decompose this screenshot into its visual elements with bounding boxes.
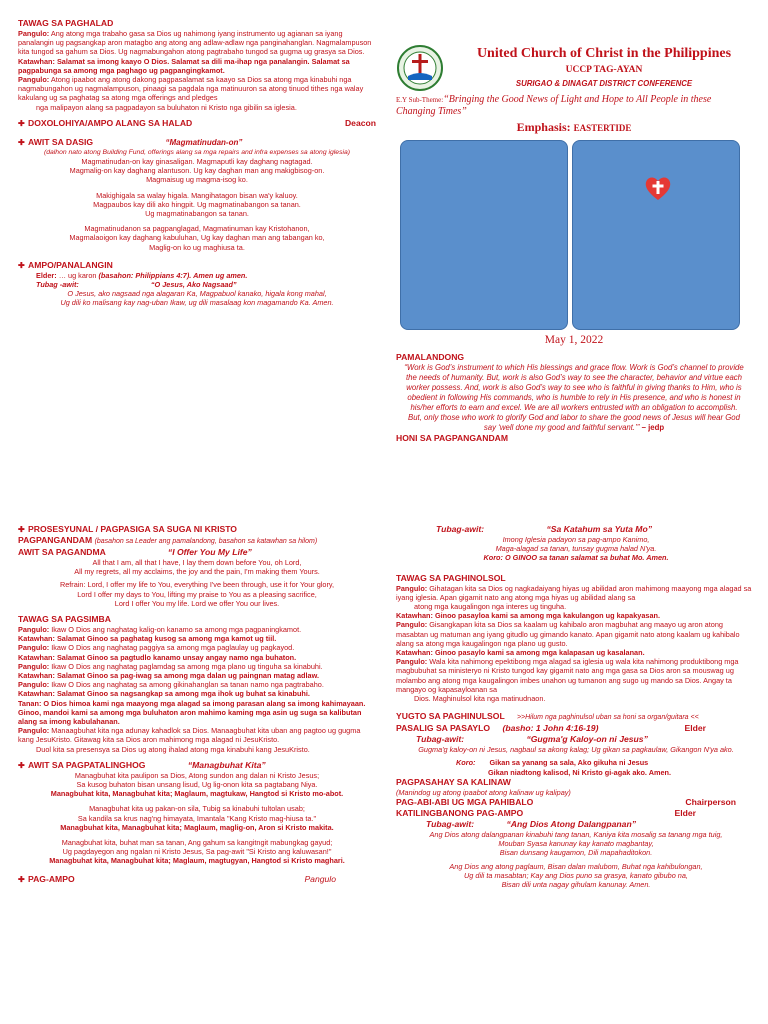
role-label: Chairperson <box>685 797 736 808</box>
quote-text: “Work is God’s instrument to which His blessings and grace flow. Work is God’s channel to provide the needs of humanity. But, work is also God’s way to see the character, behavior and virtue each worker possess. And, work is also God’s way to see who is faithful in giving thanks to Him, who is obedient in following His commands, who is humble to rely in His presence, and who is honest in his/her efforts to earn and excel. We are all workers entrusted with an obligation to accomplish. But, only those who work to glorify God and labor to share the good news of Jesus will hear God say ‘well done my good and faithful servant.’” <box>404 363 744 432</box>
verse-line: Ang Dios ang atong paglaum, Bisan dalan malubom, Buhat nga kahibulongan, <box>449 861 703 871</box>
speaker-label: Pangulo: <box>18 726 50 736</box>
leader-text: Ikaw O Dios ang naghatag sa among gikinahanglan sa tanan namo nga pagtrabaho. <box>51 680 324 690</box>
koro-line: Gikan sa yanang sa sala, Ako gikuha ni Jesus <box>489 758 649 768</box>
heading-katilingban: KATILINGBANONG PAG-AMPO <box>396 808 524 819</box>
katilingban-row <box>396 808 756 819</box>
reading-line <box>18 680 376 689</box>
speaker-label: Pangulo: <box>396 657 428 667</box>
emphasis-value: EASTERTIDE <box>573 123 632 133</box>
heading-kalinaw: PAGPASAHAY SA KALINAW <box>396 776 511 787</box>
church-name: United Church of Christ in the Philippines <box>476 46 732 61</box>
leader-text: Ang atong mga trabaho gasa sa Dios ug nahimong iyang instrumento ug agianan sa iyang panalangin ug pagsangkap aron matagbo ang atong ang adlaw-adlaw nga panginahanglan. Nagmalampuson kita tungod sa gahum sa Dios. Ug nagmabungahon atong pagtrabaho tungod sa gugma ug grasya sa Dios. <box>18 29 372 57</box>
leader-text-cont: nga malipayon alang sa pagpadayon sa buluhaton ni Kristo nga gibilin sa iglesia. <box>36 102 297 112</box>
heart-cross-icon <box>642 172 674 204</box>
tubag-label: Tubag-awit: <box>436 524 485 534</box>
cover-section <box>396 36 752 496</box>
verse-line: Maglig-on ko ug maghiusa ta. <box>149 242 245 252</box>
hymn-title: “Managbuhat Kita” <box>187 759 266 770</box>
cross-icon: ✚ <box>18 260 25 270</box>
verse-line: Lord I offer my days to You, lifting my praise to You as a pleasing sacrifice, <box>77 589 317 599</box>
hymn-note: (dalhon nato atong Building Fund, offerings alang sa mga repairs and infra expenses sa atong iglesia) <box>43 148 351 156</box>
quote-author: – jedp <box>641 423 665 432</box>
verse-line: Mouban Syasa kanunay kay kanato magbantay, <box>498 839 654 849</box>
tubag-verse-2 <box>396 862 756 890</box>
verse-line: Magmalaoigon kay daghang kabuluhan, Ug kay daghan man ang tabangan ko, <box>69 233 325 243</box>
role-label: Pangulo <box>304 873 336 884</box>
leader-text: Wala kita nahimong epektibong mga alagad sa iglesia ug wala kita nahimong produktibong mga magbubuhat sa ministeryo ni Kristo tungod kay gigamit nato ang mga gasa sa Dios aron sa mouswag ug molambo ang atong mga kaugalingon imbes unahon ug tumanon ang sugo ug mando sa Dios. Angay ta mangayo og kapasayloanan sa <box>396 657 739 694</box>
pamalandong-section <box>396 352 752 444</box>
hymn-verse-3 <box>18 224 376 252</box>
cover-image-left <box>400 140 568 330</box>
confession-section <box>396 524 756 1010</box>
tubag-verse-1 <box>396 830 756 858</box>
koro-line: Koro: O GINOO sa tanan salamat sa buhat Mo. Amen. <box>483 553 669 563</box>
reading-line <box>18 625 376 634</box>
verse-line: Ug dili ta masabtan; Kay ang Dios puno sa grasya, kanato gibubo na, <box>464 870 688 880</box>
tubag-verse: Gugma'g kaloy-on ni Jesus, nagbaul sa akong kalag; Ug gikan sa pagkaulaw, Gikangon N'ya ako. <box>418 745 734 755</box>
tubag-label: Tubag-awit: <box>426 819 475 830</box>
speaker-label: Pangulo: <box>396 620 428 630</box>
leader-text: Ikaw O Dios ang naghatag kalig-on kanamo sa among mga pagpaningkamot. <box>51 625 302 635</box>
hymn-verse-2 <box>18 191 376 219</box>
verse-line: Ug dili ko malisang kay nag-uban Ikaw, ug dili masalaag kon magamando Ka. Amen. <box>60 298 334 308</box>
emphasis-label: Emphasis: <box>516 120 571 134</box>
verse-line: Magmaisug ug magma-isog ko. <box>146 175 248 185</box>
verse-line: Maga-alagad sa tanan, tunsay gugma halad N'ya. <box>495 544 657 554</box>
cross-icon: ✚ <box>18 118 25 128</box>
response-text: Salamat Ginoo sa pag-iwag sa among mga dalan ug paingnan matag adlaw. <box>56 671 320 681</box>
verse-line: Imong Iglesia padayon sa pag-ampo Kanimo, <box>502 535 650 544</box>
tubag-title: “Gugma'g Kaloy-on ni Jesus” <box>526 734 648 745</box>
speaker-label: Tanan: <box>18 698 42 708</box>
heading-abiabi: PAG-ABI-ABI UG MGA PAHIBALO <box>396 797 534 808</box>
leader-text: Atong ipaabot ang atong dakong pagpasalamat sa kaayo sa Dios sa atong mga kinabuhi nga nagmabungahon ug nagmalampuson, pinaagi sa pagdala nga matinuuron sa atong tinuod tithes nga walay kakulang ug sa paghatag sa atong mga offerings and pledges <box>18 75 364 103</box>
tubag-verse <box>18 289 376 307</box>
service-date: May 1, 2022 <box>544 334 604 346</box>
verse-line: Managbuhat kita ug pakan-on sila, Tubig sa kinabuhi tultolan usab; <box>89 804 305 814</box>
verse-line: Ug magmatinabangon sa tanan. <box>145 209 249 219</box>
heading-pagpangandam: PAGPANGANDAM <box>18 535 93 545</box>
verse-line: Bisan dunsang kaugamon, Dili mapahaditokon. <box>499 848 653 858</box>
heading-doxology: DOXOLOHIYA/AMPO ALANG SA HALAD <box>28 117 193 128</box>
verse-line: Managbuhat kita paulipon sa Dios, Atong sundon ang dalan ni Kristo Jesus; <box>74 770 320 780</box>
cross-icon: ✚ <box>18 874 25 884</box>
worship-call-section <box>18 524 376 1010</box>
pagpangandam-note: (basahon sa Leader ang pamalandong, basahon sa katawhan sa hilom) <box>94 538 318 545</box>
chorus-line: Managbuhat kita, Managbuhat kita; Maglaum, maglig-on, Aron si Kristo makita. <box>60 822 334 832</box>
reading-line <box>18 653 376 662</box>
heading-pag-ampo: PAG-AMPO <box>28 873 75 884</box>
pasalig-row <box>396 723 756 734</box>
hymn-verse <box>18 558 376 576</box>
offering-section <box>18 18 376 496</box>
hymn-verse-1 <box>18 771 376 799</box>
speaker-label: Pangulo: <box>18 75 50 85</box>
response-text: O Dios himoa kami nga maayong mga alagad sa imong parasan alang sa imong kahimayaan. Ginoo, mandoi kami sa among mga buluhaton aron mahimo kaming mga asin ug suga sa kalibutan alang sa imong kabulahanan. <box>18 698 366 727</box>
verse-line: All my regrets, all my acclaims, the joy and the pain, I'm making them Yours. <box>74 567 320 577</box>
verse-line: Magmatinudanon sa pagpanglagad, Magmatinuman kay Kristohanon, <box>84 224 310 234</box>
speaker-label: Katawhan: <box>18 652 55 662</box>
verse-line: Sa kandila sa krus nag'ng himayata, Imantala "Kang Kristo mag-hiusa ta." <box>77 813 317 823</box>
koro-block <box>396 758 756 776</box>
verse-line: Magpaubos kay dili ako hingpit. Ug magmatinabangon sa tanan. <box>93 199 301 209</box>
pag-ampo-row <box>18 874 376 885</box>
verse-line: Ang Dios atong dalangpanan kinabuhi tang tanan, Kaniya kita mosalig sa tanang mga tuig, <box>429 830 723 840</box>
chorus-line: Managbuhat kita, Managbuhat kita; Maglaum, magtugyan, Hangtod si Kristo maghari. <box>49 856 345 866</box>
role-label: Elder <box>684 723 706 734</box>
heading-tawag-pagsimba: TAWAG SA PAGSIMBA <box>18 614 111 625</box>
heading-awit-dasig: AWIT SA DASIG <box>28 136 94 147</box>
leader-text-cont: atong mga kaugalingon nga interes ug tinguha. <box>414 602 567 612</box>
uccp-logo <box>396 44 444 92</box>
leader-text: Ikaw O Dios ang naghatag paggiya sa among mga paglaulay ug pagkayod. <box>51 643 295 653</box>
hymn-verse-3 <box>18 838 376 866</box>
speaker-label: Katawhan: <box>18 634 55 644</box>
koro-line: Gikan niadtong kalisod, Ni Kristo gi-agak ako. Amen. <box>488 767 671 777</box>
response-text: Salamat Ginoo sa paghatag kusog sa among mga kamot ug tiil. <box>56 634 277 644</box>
sub-theme <box>396 94 752 117</box>
yugto-note: >>Hilum nga paghinulsol uban sa honi sa organ/guitara << <box>516 714 699 722</box>
speaker-label: Pangulo: <box>18 680 50 690</box>
hymn-verse-2 <box>18 804 376 832</box>
tubag-title: “O Jesus, Ako Nagsaad” <box>150 280 237 290</box>
reading-line <box>18 643 376 652</box>
speaker-label: Katawhan: <box>18 671 55 681</box>
reading-line <box>18 634 376 643</box>
kalinaw-note: (Manindog ug atong ipaabot atong kalinaw ug kalipay) <box>396 787 571 797</box>
sub-theme-text: “Bringing the Good News of Light and Hope to All People in these Changing Times” <box>396 94 712 117</box>
tubag-verse <box>396 535 756 563</box>
response-text: Ginoo pasayloa kami sa among mga kakulangon ug kapakyasan. <box>434 611 661 621</box>
hymn-refrain <box>18 580 376 608</box>
hymn-title: “Magmatinudan-on” <box>165 137 243 147</box>
chorus-line: Managbuhat kita, Managbuhat kita; Maglaum, magtukaw, Hangtod si Kristo mo-abot. <box>50 789 344 799</box>
hymn-title-row <box>18 137 376 148</box>
koro-label: Koro: <box>456 758 476 768</box>
response-text: Salamat Ginoo sa nagsangkap sa among mga ihok ug buhat sa kinabuhi. <box>56 689 310 699</box>
speaker-label: Elder: <box>36 270 57 280</box>
cross-icon: ✚ <box>18 525 25 534</box>
conference-name: SURIGAO & DINAGAT DISTRICT CONFERENCE <box>515 79 693 88</box>
reading-line <box>18 662 376 671</box>
verse-line: All that I am, all that I have, I lay them down before You, oh Lord, <box>92 558 302 567</box>
heading-tawag-paghalad: TAWAG SA PAGHALAD <box>18 18 114 28</box>
cross-icon: ✚ <box>18 137 25 147</box>
responsive-reading <box>18 625 376 699</box>
speaker-label: Katawhan: <box>396 648 433 658</box>
verse-line: Magmatinudan-on kay ginasaligan. Magmaputli kay daghang nagtagad. <box>81 157 313 167</box>
role-label: Elder <box>674 808 696 819</box>
speaker-label: Katawhan: <box>18 689 55 699</box>
tubag-label: Tubag-awit: <box>416 734 465 745</box>
church-unit: UCCP TAG-AYAN <box>565 65 643 75</box>
reading-line <box>18 689 376 698</box>
speaker-label: Pangulo: <box>18 643 50 653</box>
cover-image-right <box>572 140 740 330</box>
verse-line: O Jesus, ako nagsaad nga alagaran Ka, Magpabuol kanako, higala kong mahal, <box>67 289 327 299</box>
verse-line: Ug pagdayegon ang ngalan ni Kristo Jesus, Sa pag-awit "Si Kristo ang kaluwasan!" <box>62 847 332 857</box>
abiabi-row <box>396 797 756 808</box>
heading-pamalandong: PAMALANDONG <box>396 352 465 362</box>
elder-text: … ug karon <box>58 270 97 280</box>
heading-tawag-paghinolsol: TAWAG SA PAGHINOLSOL <box>396 572 506 583</box>
heading-awit-pagpatalinghog: AWIT SA PAGPATALINGHOG <box>28 759 146 770</box>
speaker-label: Pangulo: <box>396 583 428 593</box>
tubag-title: “Sa Katahum sa Yuta Mo” <box>546 524 652 534</box>
leader-text-cont: Duol kita sa presensya sa Dios ug atong ihalad atong mga kinabuhi kang JesuKristo. <box>36 744 310 754</box>
speaker-label: Katawhan: <box>18 56 55 66</box>
heading-pasalig: PASALIG SA PASAYLO <box>396 723 491 734</box>
verse-line: Magmalig-on kay daghang alantuson. Ug kay daghan man ang makigbisog-on. <box>69 166 325 176</box>
doxology-row <box>18 118 376 129</box>
speaker-label: Pangulo: <box>18 661 50 671</box>
speaker-label: Pangulo: <box>18 625 50 635</box>
role-label: Deacon <box>344 117 376 128</box>
leader-text: Gisangkapan kita sa Dios sa kaalam ug kahibalo aron magbuhat ang maayo ug aron atong masabtan ug matuman ang iyang gitudlo ug gimando kanato. Apan gigamit nato atong kaalam ug kahibalo alang sa atong mga kaugalingon nga plano ug gusto. <box>396 620 740 648</box>
reflection-quote <box>396 363 752 433</box>
sub-theme-label: E.Y Sub-Theme: <box>396 96 444 104</box>
cross-icon: ✚ <box>18 760 25 770</box>
verse-line: Refrain: Lord, I offer my life to You, everything I've been through, use it for Your glory, <box>59 580 335 590</box>
emphasis <box>396 120 752 135</box>
reading-line <box>18 671 376 680</box>
heading-prosesyunal: PROSESYUNAL / PAGPASIGA SA SUGA NI KRISTO <box>28 524 237 534</box>
heading-ampo-panalangin: AMPO/PANALANGIN <box>28 259 113 270</box>
leader-text-cont: Dios. Maghinulsol kita nga matinudnaon. <box>414 694 546 704</box>
verse-line: Lord I offer You my life. Lord we offer You our lives. <box>114 598 280 608</box>
verse-line: Sa kusog buhaton bisan unsang lisud, Ug lig-onon kita sa pagtabang Niya. <box>76 780 318 790</box>
heading-awit-pagandma: AWIT SA PAGANDMA <box>18 547 106 557</box>
hymn-verse-1 <box>18 157 376 185</box>
response-text: Salamat sa imong kaayo O Dios. Salamat sa dili ma-ihap nga panalangin. Salamat sa pagpabunga sa among mga paghago ug pagpangingkamot. <box>18 56 350 75</box>
verse-line: Managbuhat kita, buhat man sa tanan, Ang gahum sa kangitngit mabungkag gayud; <box>61 838 333 848</box>
tubag-label: Tubag -awit: <box>36 280 79 290</box>
verse-line: Makighigala sa walay higala. Mangihatagon bisan wa'y kaluoy. <box>96 190 298 200</box>
leader-text: Manaagbuhat kita nga adunay kahadlok sa Dios. Manaagbuhat kita uban ang pagtoo ug gugma kang JesuKristo. Gitawag kita sa Dios aron mahimong mga alagad ni JesuKristo. <box>18 726 361 745</box>
pasalig-note: (basho: 1 John 4:16-19) <box>502 723 599 734</box>
speaker-label: Pangulo: <box>18 29 50 38</box>
hymn-title: “I Offer You My Life” <box>167 547 252 557</box>
elder-reading: (basahon: Philippians 4:7). Amen ug amen. <box>98 270 248 280</box>
verse-line: Bisan dili unta nagay gihulam kanunay. Amen. <box>501 880 651 890</box>
heading-honi: HONI SA PAGPANGANDAM <box>396 433 509 443</box>
response-text: Salamat Ginoo sa pagtudlo kanamo unsay angay namo nga buhaton. <box>56 652 297 662</box>
heading-yugto: YUGTO SA PAGHINULSOL <box>396 711 505 722</box>
response-text: Ginoo pasaylo kami sa among mga kalapasan ug kasalanan. <box>434 648 645 658</box>
tubag-title: “Ang Dios Atong Dalangpanan” <box>506 819 636 830</box>
leader-text: Ikaw O Dios ang naghatag paglamdag sa among mga plano ug tinguha sa kinabuhi. <box>51 661 323 671</box>
leader-text: Gihatagan kita sa Dios og nagkadaiyang hiyas ug abilidad aron mahimong maayong mga alagad sa iyang iglesia. Apan gigamit nato ang atong mga hiyas ug abilidad alang sa <box>396 583 752 602</box>
speaker-label: Katawhan: <box>396 611 433 621</box>
